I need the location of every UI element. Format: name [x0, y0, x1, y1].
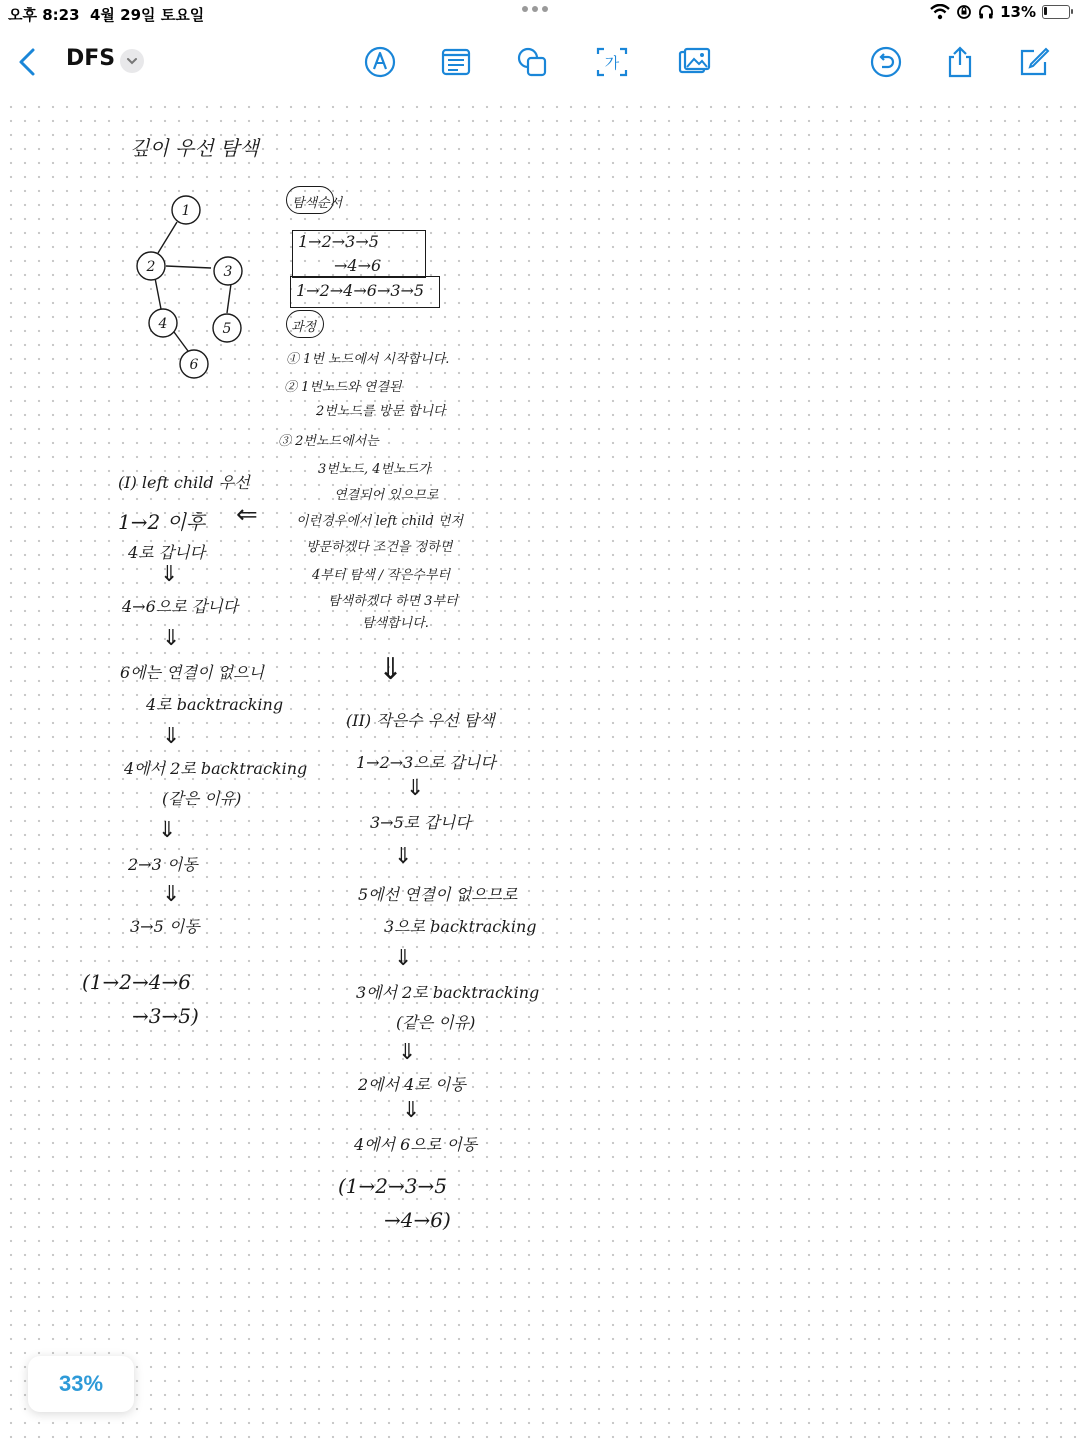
left-result: →3→5) [132, 1004, 199, 1028]
down-arrow: ⇓ [160, 562, 179, 587]
graph-node-label: 3 [223, 264, 233, 280]
process-step: 3번노드, 4번노드가 [318, 462, 431, 477]
process-step: 4부터 탐색 / 작은수부터 [312, 568, 451, 583]
down-arrow: ⇓ [162, 724, 181, 749]
right-step: 3에서 2로 backtracking [356, 983, 540, 1002]
graph-node-label: 6 [189, 357, 199, 373]
left-step: 4에서 2로 backtracking [124, 759, 308, 778]
process-label: 과정 [291, 320, 317, 335]
down-arrow: ⇓ [378, 652, 404, 687]
graph-node-label: 1 [181, 203, 191, 219]
note-title: 깊이 우선 탐색 [130, 136, 259, 160]
graph-node-label: 4 [158, 316, 168, 332]
compose-icon [1017, 45, 1051, 79]
left-result: (1→2→4→6 [82, 970, 191, 994]
graph-node-label: 2 [146, 259, 156, 275]
image-icon [677, 45, 711, 79]
status-time: 오후 8:23 [8, 6, 80, 24]
wifi-icon [930, 4, 950, 20]
text-box-icon [439, 45, 473, 79]
right-step: 3으로 backtracking [384, 917, 537, 936]
left-step: 3→5 이동 [130, 917, 200, 936]
zoom-level-badge[interactable]: 33% [28, 1356, 134, 1412]
process-step: 연결되어 있으므로 [334, 488, 439, 503]
down-arrow: ⇓ [394, 844, 413, 869]
share-icon [943, 45, 977, 79]
left-title: (I) left child 우선 [118, 473, 250, 492]
left-step: 4로 backtracking [146, 695, 284, 714]
down-arrow: ⇓ [394, 946, 413, 971]
back-icon [11, 45, 45, 79]
right-step: 1→2→3으로 갑니다 [356, 753, 496, 772]
right-step: 4에서 6으로 이동 [354, 1135, 478, 1154]
graph-diagram [120, 182, 260, 392]
multitasking-dots-icon[interactable] [522, 6, 548, 12]
orientation-lock-icon [956, 4, 972, 20]
right-step: (같은 이유) [396, 1013, 476, 1032]
left-step: 2→3 이동 [128, 855, 198, 874]
battery-icon [1042, 5, 1070, 19]
graph-node-label: 5 [222, 321, 232, 337]
toolbar [0, 36, 1080, 86]
title-menu-chevron-icon [125, 54, 139, 68]
document-title[interactable]: DFS [66, 46, 116, 71]
pen-tool-icon [363, 45, 397, 79]
undo-icon [869, 45, 903, 79]
down-arrow: ⇓ [406, 776, 425, 801]
down-arrow: ⇓ [162, 882, 181, 907]
status-date: 4월 29일 토요일 [90, 6, 205, 24]
share-button[interactable] [940, 42, 980, 82]
down-arrow: ⇓ [158, 818, 177, 843]
process-step: 2번노드를 방문 합니다 [316, 404, 446, 419]
process-step: ① 1번 노드에서 시작합니다. [286, 352, 450, 367]
left-step: (같은 이유) [162, 789, 242, 808]
title-menu-button[interactable] [120, 49, 144, 73]
order-2: 1→2→4→6→3→5 [296, 281, 425, 300]
process-step: 이런경우에서 left child 먼저 [296, 514, 464, 529]
text-recognition-button[interactable] [592, 42, 632, 82]
order-1b: →4→6 [334, 256, 382, 275]
shapes-button[interactable] [512, 42, 552, 82]
shapes-icon [515, 45, 549, 79]
order-1a: 1→2→3→5 [298, 232, 379, 251]
right-step: 2에서 4로 이동 [358, 1075, 466, 1094]
status-bar [0, 0, 1080, 28]
left-arrow: ⇐ [236, 500, 258, 530]
text-recognition-icon [595, 45, 629, 79]
back-button[interactable] [8, 42, 48, 82]
down-arrow: ⇓ [398, 1040, 417, 1065]
right-step: 3→5로 갑니다 [370, 813, 471, 832]
left-step: 6에는 연결이 없으니 [120, 663, 264, 682]
right-result: →4→6) [384, 1208, 451, 1232]
process-step: ③ 2번노드에서는 [278, 434, 379, 449]
order-label: 탐색순서 [292, 196, 343, 211]
compose-button[interactable] [1014, 42, 1054, 82]
left-step: 1→2 이후 [118, 510, 206, 534]
right-title: (II) 작은수 우선 탐색 [346, 711, 495, 730]
pen-tool-button[interactable] [360, 42, 400, 82]
process-step: 탐색하겠다 하면 3부터 [328, 594, 458, 609]
undo-button[interactable] [866, 42, 906, 82]
process-step: 탐색합니다. [362, 616, 429, 631]
process-step: ② 1번노드와 연결된 [284, 380, 402, 395]
right-step: 5에선 연결이 없으므로 [358, 885, 518, 904]
process-step: 방문하겠다 조건을 정하면 [306, 540, 453, 555]
status-indicators [930, 3, 1070, 21]
text-recognition-glyph: 가 [604, 54, 620, 72]
battery-percent: 13% [1000, 3, 1036, 21]
down-arrow: ⇓ [402, 1098, 421, 1123]
image-button[interactable] [674, 42, 714, 82]
left-step: 4→6으로 갑니다 [122, 597, 239, 616]
text-box-button[interactable] [436, 42, 476, 82]
right-result: (1→2→3→5 [338, 1174, 447, 1198]
headphones-icon [978, 4, 994, 20]
handwritten-notes [0, 96, 1080, 1440]
down-arrow: ⇓ [162, 626, 181, 651]
left-step: 4로 갑니다 [128, 543, 206, 562]
